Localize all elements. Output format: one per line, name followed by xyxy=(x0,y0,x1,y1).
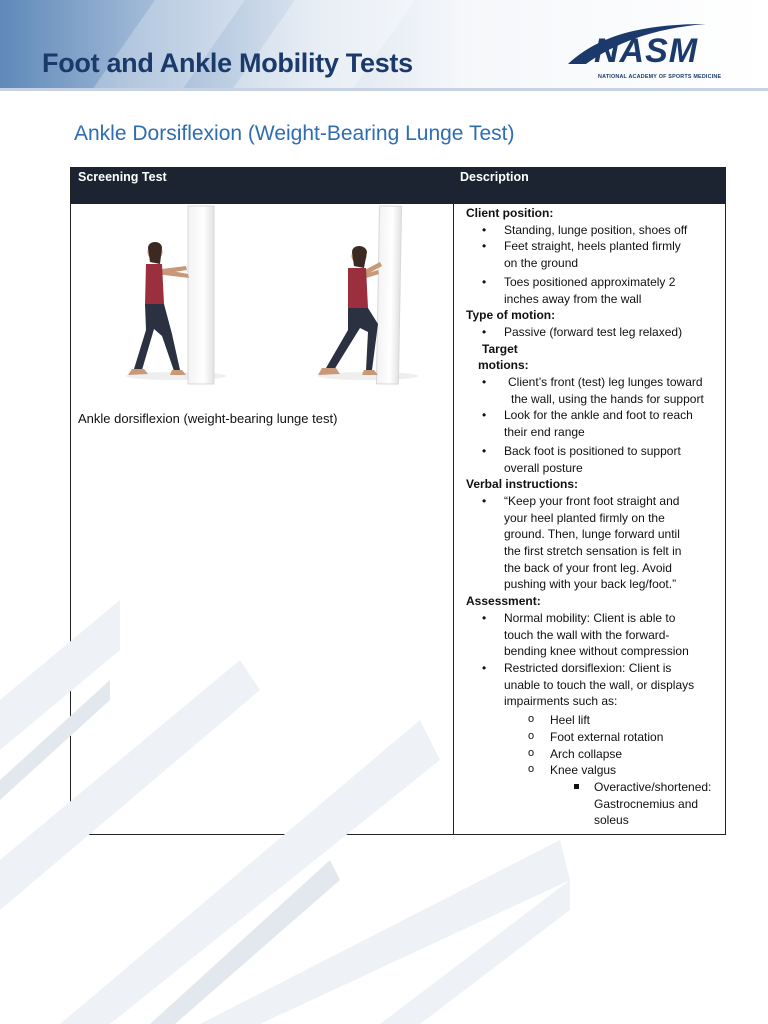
logo-wordmark: NASM xyxy=(594,32,699,70)
list-item: • Toes positioned approximately 2 xyxy=(466,274,724,291)
list-item-continued: the back of your front leg. Avoid xyxy=(504,560,672,575)
description-column xyxy=(466,205,724,829)
lunge-illustration xyxy=(76,204,446,388)
list-item-continued: overall posture xyxy=(504,460,583,475)
list-item-continued: impairments such as: xyxy=(504,694,618,709)
list-item-continued: unable to touch the wall, or displays xyxy=(504,677,695,692)
sub-sub-list-item: Overactive/shortened: xyxy=(466,779,724,796)
verbal-instructions-label: Verbal instructions: xyxy=(466,477,579,492)
sub-sub-list-item-continued: Gastrocnemius and xyxy=(594,796,699,811)
sub-list-item: o Foot external rotation xyxy=(466,729,724,746)
section-title: Ankle Dorsiflexion (Weight-Bearing Lunge Test) xyxy=(74,122,515,145)
list-item-continued: the wall, using the hands for support xyxy=(511,391,704,406)
list-item-continued: your heel planted firmly on the xyxy=(504,510,665,525)
table-header-row xyxy=(71,168,725,203)
client-position-label: Client position: xyxy=(466,206,554,220)
list-item-continued: inches away from the wall xyxy=(504,291,642,306)
nasm-logo xyxy=(566,18,726,84)
column-divider xyxy=(453,168,454,834)
list-item: • Back foot is positioned to support xyxy=(466,443,724,460)
list-item: • Standing, lunge position, shoes off xyxy=(466,222,724,239)
sub-list-item: o Arch collapse xyxy=(466,746,724,763)
list-item: • Restricted dorsiflexion: Client is xyxy=(466,660,724,677)
list-item-continued: on the ground xyxy=(504,256,579,271)
lunge-pose-end xyxy=(318,206,418,384)
target-motions-label: motions: xyxy=(478,358,529,373)
sub-list-item: o Heel lift xyxy=(466,712,724,729)
list-item: • Normal mobility: Client is able to xyxy=(466,610,724,627)
figure-caption: Ankle dorsiflexion (weight-bearing lunge test) xyxy=(78,411,338,426)
target-motions-label: Target xyxy=(482,341,518,356)
list-item-continued: pushing with your back leg/foot.” xyxy=(504,577,677,592)
list-item-continued: their end range xyxy=(504,425,585,440)
list-item-continued: ground. Then, lunge forward until xyxy=(504,527,680,542)
column-header-screening-test: Screening Test xyxy=(78,170,167,184)
lunge-test-photo xyxy=(76,204,446,388)
assessment-label: Assessment: xyxy=(466,594,541,609)
list-item-continued: the first stretch sensation is felt in xyxy=(504,544,682,559)
sub-sub-list-item-continued: soleus xyxy=(594,813,629,828)
list-item-continued: bending knee without compression xyxy=(504,644,689,659)
list-item: • Look for the ankle and foot to reach xyxy=(466,407,724,424)
list-item: • Feet straight, heels planted firmly xyxy=(466,238,724,255)
sub-list-item: o Knee valgus xyxy=(466,762,724,779)
logo-tagline: NATIONAL ACADEMY OF SPORTS MEDICINE xyxy=(598,74,722,80)
list-item: • Client’s front (test) leg lunges toward xyxy=(466,374,724,391)
document-title: Foot and Ankle Mobility Tests xyxy=(42,48,413,78)
list-item: • Passive (forward test leg relaxed) xyxy=(466,324,724,341)
list-item: • “Keep your front foot straight and xyxy=(466,493,724,510)
type-of-motion-label: Type of motion: xyxy=(466,308,556,323)
header-rule xyxy=(0,88,768,91)
lunge-pose-start xyxy=(126,206,226,384)
column-header-description: Description xyxy=(460,170,529,184)
list-item-continued: touch the wall with the forward- xyxy=(504,627,670,642)
